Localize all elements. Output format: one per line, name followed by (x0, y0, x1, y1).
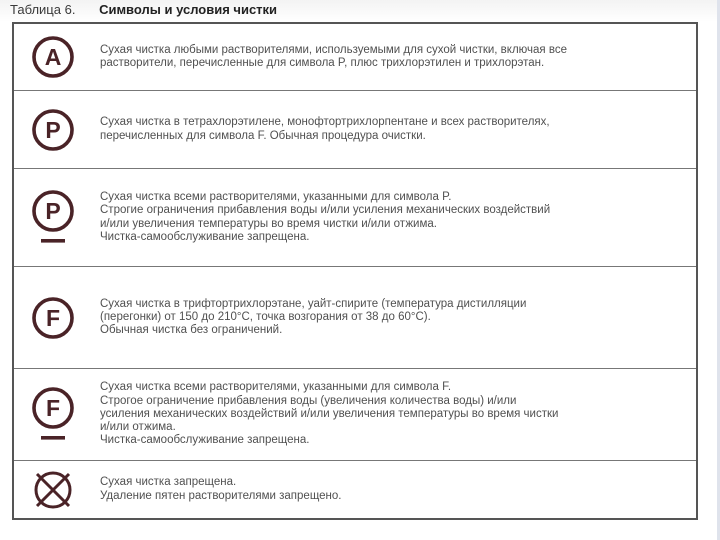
table-row (14, 267, 696, 369)
description-cell (92, 381, 696, 447)
circle-f-icon (30, 295, 76, 341)
description-cell (92, 298, 696, 338)
description-line: Чистка-самообслуживание запрещена. (100, 434, 310, 447)
description-line: Чистка-самообслуживание запрещена. (100, 230, 310, 243)
symbol-letter: P (45, 197, 61, 224)
symbol-cell (14, 188, 92, 248)
description-line: Сухая чистка запрещена. (100, 476, 237, 489)
description-line: растворители, перечисленные для символа P, плюс трихлорэтилен и трихлорэтан. (100, 57, 545, 69)
symbol-letter: A (44, 44, 62, 70)
description-cell (92, 191, 696, 244)
description-line: Сухая чистка в трифтортрихлорэтане, уайт-спирите (температура дистилляции (100, 297, 527, 310)
description-line: (перегонки) от 150 до 210°С, точка возгорания от 38 до 60°С). (100, 310, 431, 323)
table-row (14, 369, 696, 461)
description-line: перечисленных для символа F. Обычная процедура очистки. (100, 129, 426, 142)
symbol-cell (14, 467, 92, 513)
description-line: Сухая чистка в тетрахлорэтилене, монофтортрихлорпентане и всех растворителях, (100, 116, 550, 129)
symbol-letter: P (45, 116, 61, 143)
table-row (14, 461, 696, 518)
description-line: Удаление пятен растворителями запрещено. (100, 489, 342, 502)
description-line: Сухая чистка всеми растворителями, указанными для символа P. (100, 191, 452, 204)
symbol-letter: F (45, 304, 61, 331)
description-line: и/или увеличения температуры во время чистки и/или отжима. (100, 217, 437, 230)
symbol-cell (14, 295, 92, 341)
description-line: Строгие ограничения прибавления воды и/или усиления механических воздействий (100, 204, 551, 217)
description-cell (92, 116, 696, 142)
table-title: Символы и условия чистки (99, 2, 278, 17)
table-row (14, 24, 696, 91)
circle-p-icon (30, 107, 76, 153)
table-row (14, 169, 696, 267)
cleaning-symbols-table (12, 22, 698, 520)
description-line: усиления механических воздействий и/или увеличения температуры во время чистки (100, 407, 559, 420)
circle-a-icon (30, 34, 76, 80)
description-cell (92, 44, 696, 70)
description-line: Строгое ограничение прибавления воды (увеличения количества воды) и/или (100, 394, 517, 407)
symbol-cell (14, 107, 92, 153)
symbol-cell (14, 34, 92, 80)
table-number: Таблица 6. (10, 2, 76, 17)
symbol-cell (14, 385, 92, 445)
table-caption (10, 2, 277, 17)
crossed-circle-icon (30, 467, 76, 513)
circle-p-underline-icon (30, 188, 76, 248)
description-cell (92, 476, 696, 502)
description-line: Обычная чистка без ограничений. (100, 324, 283, 337)
table-row (14, 91, 696, 169)
symbol-letter: F (45, 394, 61, 421)
circle-f-underline-icon (30, 385, 76, 445)
description-line: и/или отжима. (100, 421, 176, 434)
description-line: Сухая чистка любыми растворителями, используемыми для сухой чистки, включая все (100, 43, 567, 56)
description-line: Сухая чистка всеми растворителями, указанными для символа F. (100, 381, 452, 394)
